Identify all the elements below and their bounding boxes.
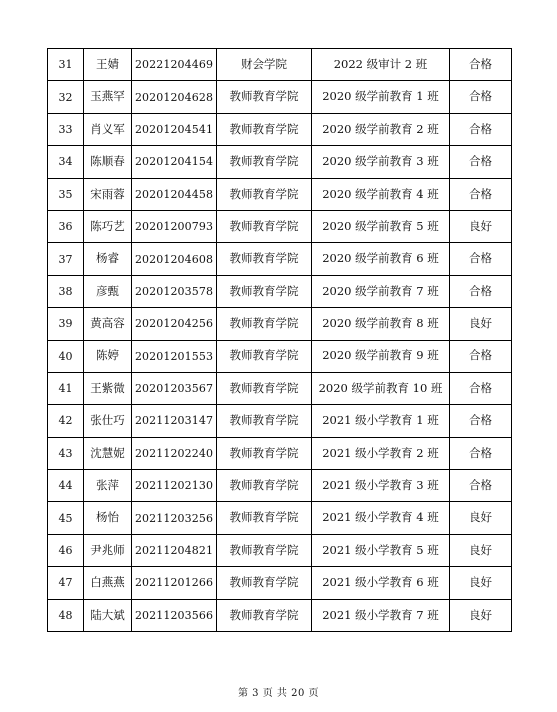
student-name-cell: 陈婷 (84, 340, 132, 372)
college-cell: 教师教育学院 (217, 113, 312, 145)
student-name-cell: 肖义军 (84, 113, 132, 145)
grade-result-cell: 良好 (450, 210, 512, 242)
student-name-cell: 杨怡 (84, 502, 132, 534)
college-cell: 教师教育学院 (217, 405, 312, 437)
class-cell: 2021 级小学教育 6 班 (312, 567, 450, 599)
table-row (48, 534, 512, 566)
college-cell: 教师教育学院 (217, 599, 312, 631)
college-cell: 教师教育学院 (217, 567, 312, 599)
class-cell: 2021 级小学教育 3 班 (312, 470, 450, 502)
table-row (48, 470, 512, 502)
class-cell: 2020 级学前教育 6 班 (312, 243, 450, 275)
class-cell: 2020 级学前教育 5 班 (312, 210, 450, 242)
student-name-cell: 宋雨蓉 (84, 178, 132, 210)
class-cell: 2021 级小学教育 2 班 (312, 437, 450, 469)
college-cell: 教师教育学院 (217, 534, 312, 566)
student-id-cell: 20211202240 (132, 437, 217, 469)
grade-result-cell: 合格 (450, 81, 512, 113)
grade-result-cell: 合格 (450, 49, 512, 81)
table-row (48, 243, 512, 275)
row-number-cell: 43 (48, 437, 84, 469)
student-id-cell: 20201204256 (132, 308, 217, 340)
grade-result-cell: 合格 (450, 275, 512, 307)
results-table (47, 48, 512, 632)
table-row (48, 340, 512, 372)
student-id-cell: 20211201266 (132, 567, 217, 599)
results-table-body (48, 49, 512, 632)
student-name-cell: 张仕巧 (84, 405, 132, 437)
grade-result-cell: 良好 (450, 534, 512, 566)
college-cell: 教师教育学院 (217, 210, 312, 242)
grade-result-cell: 良好 (450, 599, 512, 631)
student-name-cell: 王婧 (84, 49, 132, 81)
student-id-cell: 20201204628 (132, 81, 217, 113)
college-cell: 教师教育学院 (217, 308, 312, 340)
student-id-cell: 20211203566 (132, 599, 217, 631)
grade-result-cell: 合格 (450, 470, 512, 502)
student-id-cell: 20201204608 (132, 243, 217, 275)
row-number-cell: 35 (48, 178, 84, 210)
class-cell: 2020 级学前教育 4 班 (312, 178, 450, 210)
class-cell: 2020 级学前教育 3 班 (312, 146, 450, 178)
student-id-cell: 20211202130 (132, 470, 217, 502)
table-row (48, 49, 512, 81)
class-cell: 2020 级学前教育 8 班 (312, 308, 450, 340)
student-id-cell: 20201204154 (132, 146, 217, 178)
row-number-cell: 44 (48, 470, 84, 502)
student-name-cell: 尹兆师 (84, 534, 132, 566)
row-number-cell: 41 (48, 372, 84, 404)
grade-result-cell: 合格 (450, 178, 512, 210)
grade-result-cell: 合格 (450, 146, 512, 178)
student-id-cell: 20211203256 (132, 502, 217, 534)
college-cell: 教师教育学院 (217, 81, 312, 113)
row-number-cell: 47 (48, 567, 84, 599)
student-name-cell: 白燕燕 (84, 567, 132, 599)
grade-result-cell: 良好 (450, 308, 512, 340)
grade-result-cell: 合格 (450, 340, 512, 372)
student-id-cell: 20201201553 (132, 340, 217, 372)
table-row (48, 81, 512, 113)
row-number-cell: 48 (48, 599, 84, 631)
class-cell: 2022 级审计 2 班 (312, 49, 450, 81)
student-id-cell: 20201203578 (132, 275, 217, 307)
table-row (48, 437, 512, 469)
college-cell: 教师教育学院 (217, 470, 312, 502)
grade-result-cell: 合格 (450, 437, 512, 469)
grade-result-cell: 良好 (450, 567, 512, 599)
class-cell: 2020 级学前教育 2 班 (312, 113, 450, 145)
row-number-cell: 32 (48, 81, 84, 113)
college-cell: 教师教育学院 (217, 243, 312, 275)
table-row (48, 567, 512, 599)
page-number-footer: 第 3 页 共 20 页 (238, 688, 319, 699)
table-row (48, 146, 512, 178)
college-cell: 教师教育学院 (217, 275, 312, 307)
student-id-cell: 20201203567 (132, 372, 217, 404)
class-cell: 2020 级学前教育 7 班 (312, 275, 450, 307)
table-row (48, 178, 512, 210)
student-name-cell: 陈巧艺 (84, 210, 132, 242)
row-number-cell: 39 (48, 308, 84, 340)
row-number-cell: 42 (48, 405, 84, 437)
class-cell: 2021 级小学教育 1 班 (312, 405, 450, 437)
class-cell: 2020 级学前教育 1 班 (312, 81, 450, 113)
student-name-cell: 沈慧妮 (84, 437, 132, 469)
student-id-cell: 20201204541 (132, 113, 217, 145)
college-cell: 教师教育学院 (217, 372, 312, 404)
row-number-cell: 37 (48, 243, 84, 275)
row-number-cell: 45 (48, 502, 84, 534)
student-name-cell: 玉燕罕 (84, 81, 132, 113)
college-cell: 教师教育学院 (217, 178, 312, 210)
grade-result-cell: 合格 (450, 113, 512, 145)
student-id-cell: 20221204469 (132, 49, 217, 81)
student-id-cell: 20211203147 (132, 405, 217, 437)
college-cell: 教师教育学院 (217, 502, 312, 534)
table-row (48, 372, 512, 404)
college-cell: 教师教育学院 (217, 437, 312, 469)
student-name-cell: 陆大斌 (84, 599, 132, 631)
student-name-cell: 黄高容 (84, 308, 132, 340)
college-cell: 财会学院 (217, 49, 312, 81)
row-number-cell: 33 (48, 113, 84, 145)
college-cell: 教师教育学院 (217, 340, 312, 372)
student-id-cell: 20211204821 (132, 534, 217, 566)
class-cell: 2020 级学前教育 9 班 (312, 340, 450, 372)
student-name-cell: 杨睿 (84, 243, 132, 275)
row-number-cell: 36 (48, 210, 84, 242)
grade-result-cell: 良好 (450, 502, 512, 534)
student-name-cell: 彦甄 (84, 275, 132, 307)
row-number-cell: 31 (48, 49, 84, 81)
student-id-cell: 20201200793 (132, 210, 217, 242)
student-name-cell: 张萍 (84, 470, 132, 502)
college-cell: 教师教育学院 (217, 146, 312, 178)
row-number-cell: 40 (48, 340, 84, 372)
table-row (48, 113, 512, 145)
student-id-cell: 20201204458 (132, 178, 217, 210)
table-row (48, 599, 512, 631)
row-number-cell: 46 (48, 534, 84, 566)
student-name-cell: 王紫微 (84, 372, 132, 404)
table-row (48, 308, 512, 340)
class-cell: 2021 级小学教育 5 班 (312, 534, 450, 566)
class-cell: 2021 级小学教育 4 班 (312, 502, 450, 534)
row-number-cell: 34 (48, 146, 84, 178)
grade-result-cell: 合格 (450, 372, 512, 404)
grade-result-cell: 合格 (450, 405, 512, 437)
table-row (48, 275, 512, 307)
grade-result-cell: 合格 (450, 243, 512, 275)
class-cell: 2021 级小学教育 7 班 (312, 599, 450, 631)
student-name-cell: 陈顺春 (84, 146, 132, 178)
table-row (48, 502, 512, 534)
table-row (48, 405, 512, 437)
table-row (48, 210, 512, 242)
row-number-cell: 38 (48, 275, 84, 307)
class-cell: 2020 级学前教育 10 班 (312, 372, 450, 404)
